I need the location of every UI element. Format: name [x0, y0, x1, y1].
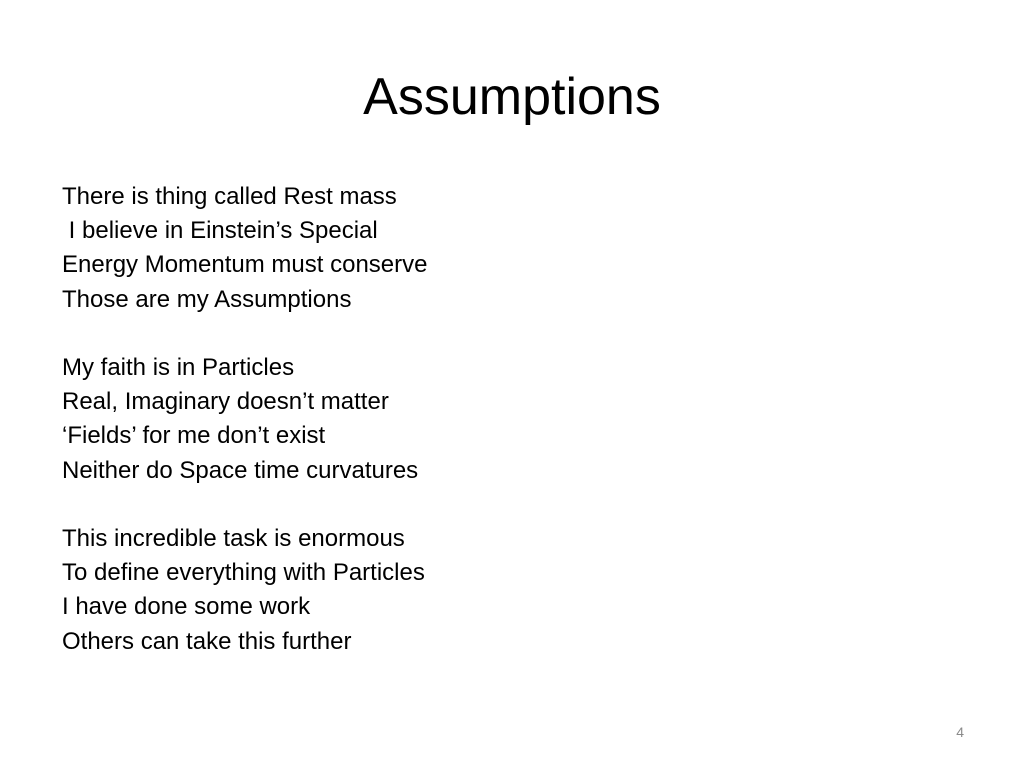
poem-line: Neither do Space time curvatures — [62, 456, 419, 484]
poem-line: There is thing called Rest mass — [62, 183, 397, 210]
poem-line: To define everything with Particles — [62, 559, 425, 587]
stanza — [62, 522, 942, 659]
poem-line: Those are my Assumptions — [62, 285, 352, 313]
poem-line: ‘Fields’ for me don’t exist — [62, 422, 326, 450]
poem-line: I have done some work — [62, 593, 311, 621]
poem-line: Energy Momentum must conserve — [62, 251, 428, 279]
slide-number: 4 — [956, 724, 964, 740]
poem-line: Others can take this further — [62, 627, 352, 655]
poem-line: I believe in Einstein’s Special — [62, 217, 378, 245]
slide-title: Assumptions — [363, 68, 661, 126]
poem-line: My faith is in Particles — [62, 354, 295, 381]
poem-line: This incredible task is enormous — [62, 525, 405, 552]
stanza — [62, 351, 942, 488]
slide-body — [62, 180, 942, 659]
stanza — [62, 180, 942, 317]
poem-line: Real, Imaginary doesn’t matter — [62, 388, 389, 416]
